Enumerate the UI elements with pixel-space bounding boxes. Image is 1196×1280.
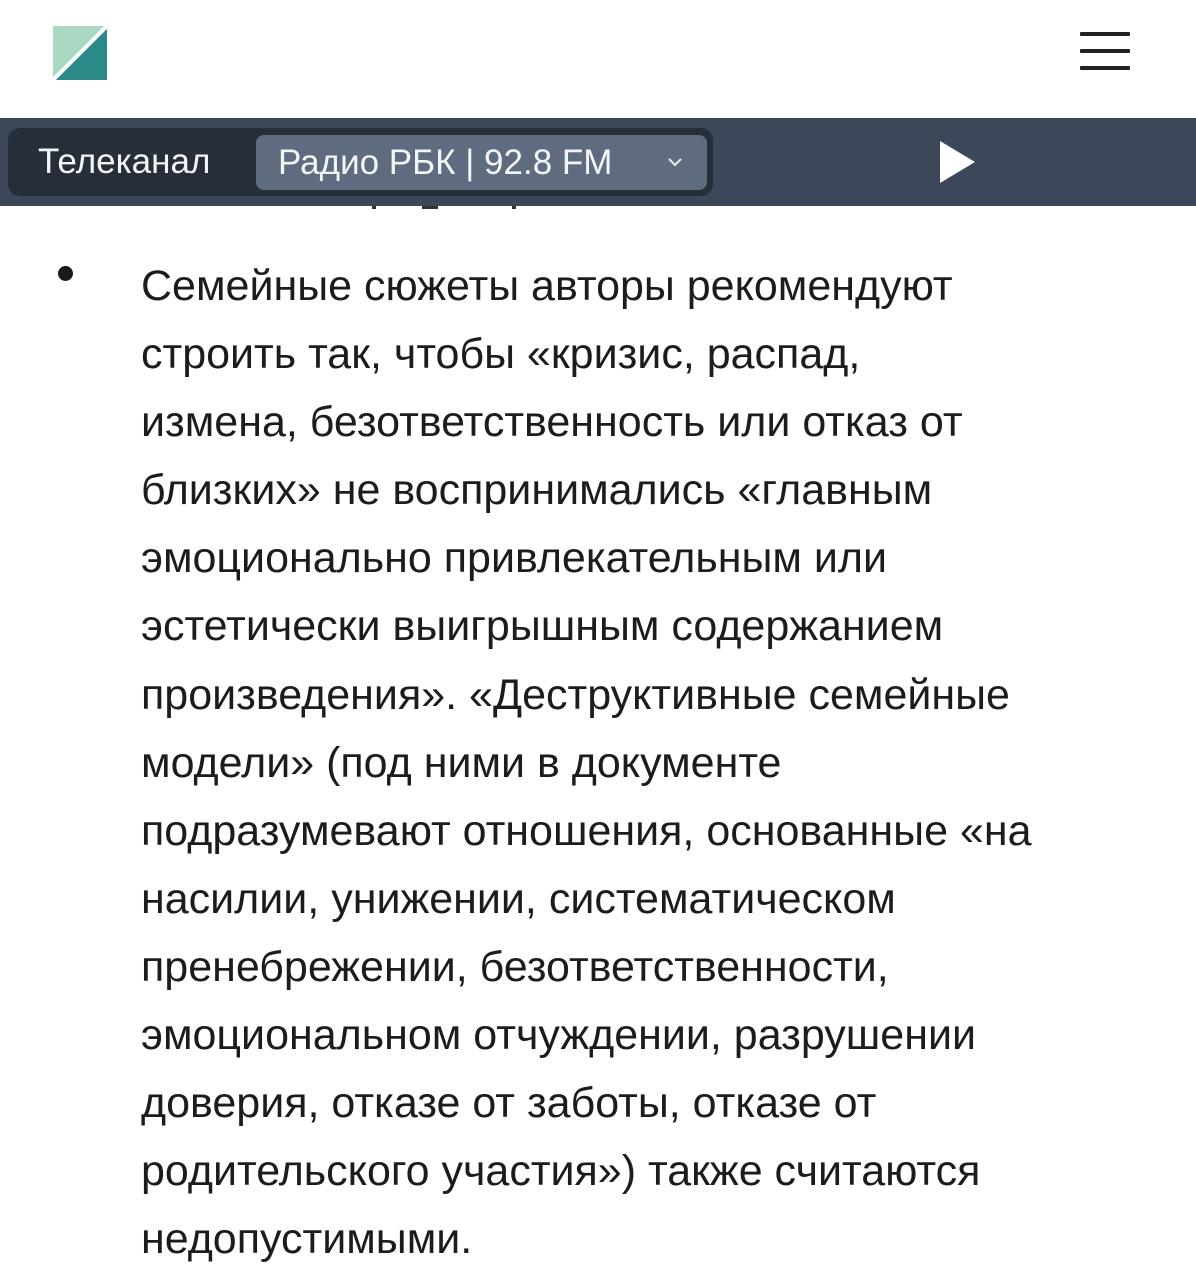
tab-radio-dropdown[interactable] bbox=[256, 135, 707, 190]
text-line: пренебрежении, безответственности, bbox=[141, 942, 889, 991]
text-line: родительского участия») также считаются bbox=[141, 1147, 981, 1196]
text-line: доверия, отказе от заботы, отказе от bbox=[141, 1079, 877, 1128]
text-line: строить так, чтобы «кризис, распад, bbox=[141, 330, 861, 379]
rbc-logo-icon[interactable] bbox=[53, 26, 107, 80]
radio-station-label: Радио РБК | 92.8 FM bbox=[278, 143, 613, 182]
text-line: эстетически выигрышным содержанием bbox=[141, 602, 944, 651]
tab-tv-channel[interactable]: Телеканал bbox=[38, 142, 211, 181]
article-list-item bbox=[141, 252, 1151, 1273]
list-bullet bbox=[58, 266, 73, 281]
broadcast-switcher bbox=[8, 128, 713, 196]
play-icon[interactable] bbox=[934, 138, 982, 186]
text-line: Семейные сюжеты авторы рекомендуют bbox=[141, 262, 953, 310]
text-line: насилии, унижении, систематическом bbox=[141, 874, 896, 923]
chevron-down-icon bbox=[666, 153, 684, 171]
text-line: эмоциональном отчуждении, разрушении bbox=[141, 1011, 976, 1060]
text-line: измена, безответственность или отказ от bbox=[141, 398, 963, 447]
text-line: недопустимыми. bbox=[141, 1215, 473, 1264]
site-header bbox=[0, 0, 1196, 118]
text-line: подразумевают отношения, основанные «на bbox=[141, 806, 1032, 855]
text-line: произведения». «Деструктивные семейные bbox=[141, 670, 1010, 719]
hamburger-menu-icon[interactable] bbox=[1072, 26, 1138, 76]
media-player-bar bbox=[0, 118, 1196, 206]
text-line: эмоционально привлекательным или bbox=[141, 534, 888, 583]
cut-off-text-fragment bbox=[0, 206, 1196, 214]
text-line: близких» не воспринимались «главным bbox=[141, 466, 933, 515]
text-line: модели» (под ними в документе bbox=[141, 738, 782, 787]
